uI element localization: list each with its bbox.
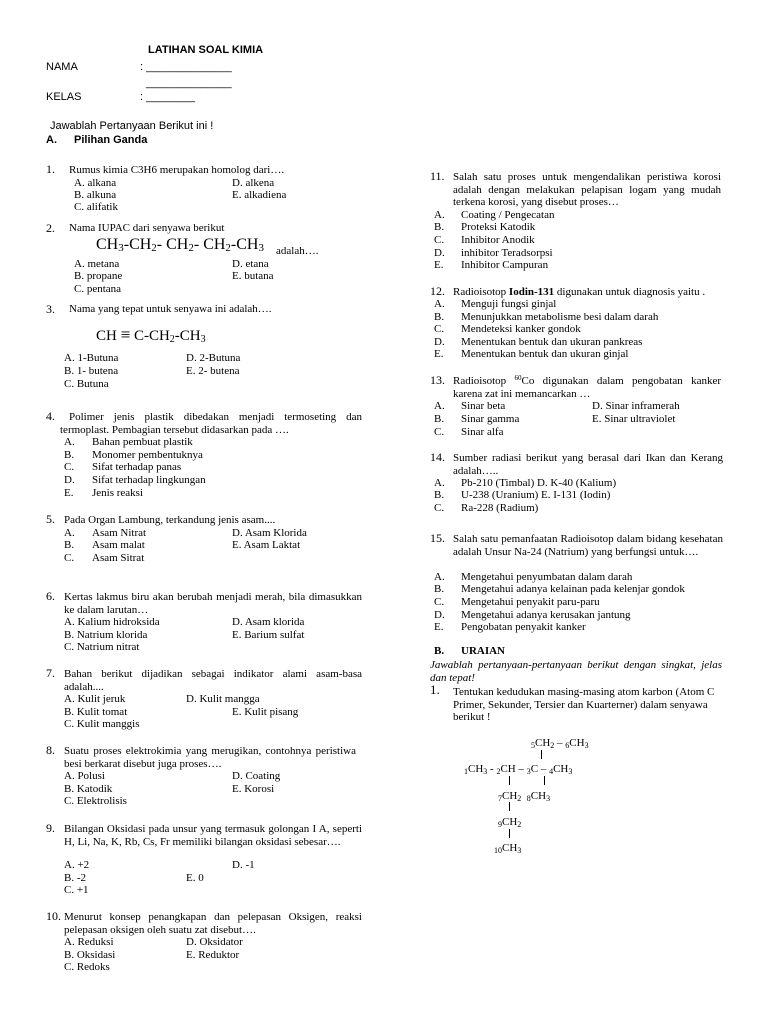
question-text: Radioisotop Iodin-131 digunakan untuk diagnosis yaitu .: [453, 286, 706, 298]
option-b[interactable]: Menunjukkan metabolisme besi dalam darah: [461, 311, 659, 323]
nama-field[interactable]: : ______________: [140, 61, 232, 73]
question-suffix: adalah….: [276, 245, 319, 257]
option-a[interactable]: Mengetahui penyumbatan dalam darah: [461, 571, 633, 583]
option-b[interactable]: B. propane: [74, 270, 123, 282]
option-a-letter: A.: [64, 436, 75, 448]
question-number: 13.: [430, 373, 445, 387]
option-d[interactable]: D. Oksidator: [186, 936, 243, 948]
question-text: Nama yang tepat untuk senyawa ini adalah….: [69, 303, 272, 315]
option-e-letter: E.: [434, 348, 444, 360]
option-e-letter: E.: [434, 259, 444, 271]
option-a[interactable]: Coating / Pengecatan: [461, 209, 555, 221]
option-a[interactable]: A. alkana: [74, 177, 117, 189]
option-c-letter: C.: [434, 502, 445, 514]
option-c[interactable]: C. Natrium nitrat: [64, 641, 140, 653]
option-b[interactable]: Monomer pembentuknya: [92, 449, 203, 461]
question-text: Salah satu pemanfaatan Radioisotop dalam bidang kesehatan adalah Unsur Na-24 (Natrium) yang berfungsi untuk….: [453, 533, 723, 558]
option-c-letter: C.: [64, 552, 75, 564]
option-d-letter: D.: [434, 247, 445, 259]
question-text: Polimer jenis plastik dibedakan menjadi termoseting dan termoplast. Pembagian tersebut didasarkan pada ….: [60, 411, 362, 436]
option-a-letter: A.: [434, 400, 445, 412]
option-a[interactable]: A. +2: [64, 859, 90, 871]
option-c[interactable]: Sifat terhadap panas: [92, 461, 182, 473]
nama-label: NAMA: [46, 61, 78, 73]
option-c[interactable]: Mendeteksi kanker gondok: [461, 323, 581, 335]
option-c-letter: C.: [434, 323, 445, 335]
question-number: 7.: [46, 666, 55, 680]
question-text: Nama IUPAC dari senyawa berikut: [69, 222, 225, 234]
option-b-letter: B.: [434, 489, 445, 501]
option-c[interactable]: Sinar alfa: [461, 426, 504, 438]
option-d[interactable]: D. Coating: [232, 770, 281, 782]
option-d[interactable]: D. Sinar inframerah: [592, 400, 680, 412]
option-a[interactable]: Bahan pembuat plastik: [92, 436, 193, 448]
question-text: Radioisotop $^{60}$Co digunakan dalam pengobatan kanker karena zat ini memancarkan …: [453, 374, 721, 400]
option-b[interactable]: Proteksi Katodik: [461, 221, 536, 233]
question-text: Rumus kimia C3H6 merupakan homolog dari….: [69, 164, 285, 176]
option-e[interactable]: Pengobatan penyakit kanker: [461, 621, 586, 633]
option-c-letter: C.: [64, 461, 75, 473]
option-c-letter: C.: [434, 426, 445, 438]
question-number: 4.: [46, 409, 55, 423]
option-d[interactable]: D. Asam klorida: [232, 616, 305, 628]
option-c[interactable]: C. pentana: [74, 283, 122, 295]
question-number: 12.: [430, 284, 445, 298]
question-number: 8.: [46, 743, 55, 757]
question-text: Bahan berikut dijadikan sebagai indikator alami asam-basa adalah....: [64, 668, 362, 693]
option-d[interactable]: D. -1: [232, 859, 255, 871]
option-e[interactable]: E. alkadiena: [232, 189, 287, 201]
question-text: Salah satu proses untuk mengendalikan peristiwa korosi adalah dengan melakukan pelapisan logam yang mudah terkena korosi, yang disebut proses…: [453, 171, 721, 209]
option-a[interactable]: A. metana: [74, 258, 120, 270]
page-title: LATIHAN SOAL KIMIA: [148, 44, 264, 56]
option-b-letter: B.: [434, 583, 445, 595]
option-a[interactable]: Asam Nitrat: [92, 527, 147, 539]
option-b-letter: B.: [434, 311, 445, 323]
question-number: 9.: [46, 821, 55, 835]
option-e[interactable]: E. Barium sulfat: [232, 629, 305, 641]
option-d[interactable]: inhibitor Teradsorpsi: [461, 247, 553, 259]
question-text: Suatu proses elektrokimia yang merugikan, contohnya peristiwa besi berkarat disebut juga proses….: [64, 745, 356, 770]
option-a-letter: A.: [434, 209, 445, 221]
option-c[interactable]: C. Elektrolisis: [64, 795, 127, 807]
option-e[interactable]: E. 0: [186, 872, 204, 884]
question-text: Menurut konsep penangkapan dan pelepasan Oksigen, reaksi pelepasan oksigen oleh suatu zat disebut….: [64, 911, 362, 936]
question-text: Sumber radiasi berikut yang berasal dari Ikan dan Kerang adalah…..: [453, 452, 723, 477]
option-e[interactable]: E. 2- butena: [186, 365, 240, 377]
option-a[interactable]: A. 1-Butuna: [64, 352, 119, 364]
question-number: 15.: [430, 531, 445, 545]
option-d[interactable]: D. alkena: [232, 177, 275, 189]
option-b[interactable]: Mengetahui adanya kelainan pada kelenjar gondok: [461, 583, 685, 595]
option-a[interactable]: A. Reduksi: [64, 936, 114, 948]
option-e[interactable]: Inhibitor Campuran: [461, 259, 549, 271]
chemical-formula: $CH_3-CH_2-$ $CH_2-$ $CH_2-CH_3$: [96, 236, 264, 254]
option-b[interactable]: Sinar gamma: [461, 413, 520, 425]
option-d[interactable]: D. 2-Butuna: [186, 352, 241, 364]
option-e[interactable]: E. Kulit pisang: [232, 706, 299, 718]
question-number: 10.: [46, 909, 61, 923]
option-e[interactable]: E. Sinar ultraviolet: [592, 413, 676, 425]
option-c[interactable]: Mengetahui penyakit paru-paru: [461, 596, 600, 608]
option-b[interactable]: B. Natrium klorida: [64, 629, 148, 641]
option-e[interactable]: E. Reduktor: [186, 949, 240, 961]
option-e[interactable]: Menentukan bentuk dan ukuran ginjal: [461, 348, 629, 360]
option-a[interactable]: Menguji fungsi ginjal: [461, 298, 557, 310]
question-number: 1.: [46, 162, 55, 176]
option-a-letter: A.: [434, 477, 445, 489]
section-b-letter: B.: [434, 645, 445, 657]
option-a-letter: A.: [434, 571, 445, 583]
question-number: 14.: [430, 450, 445, 464]
question-text: Kertas lakmus biru akan berubah menjadi merah, bila dimasukkan ke dalam larutan…: [64, 591, 362, 616]
option-c[interactable]: C. Butuna: [64, 378, 109, 390]
option-d[interactable]: D. etana: [232, 258, 269, 270]
option-a[interactable]: A. Kulit jeruk: [64, 693, 126, 705]
option-d[interactable]: Menentukan bentuk dan ukuran pankreas: [461, 336, 643, 348]
option-b[interactable]: B. Katodik: [64, 783, 113, 795]
option-a[interactable]: Sinar beta: [461, 400, 506, 412]
kelas-label: KELAS: [46, 91, 82, 103]
section-a-title: Pilihan Ganda: [74, 134, 148, 146]
option-b-letter: B.: [434, 221, 445, 233]
option-e[interactable]: Jenis reaksi: [92, 487, 144, 499]
question-text: Pada Organ Lambung, terkandung jenis asam....: [64, 514, 276, 526]
option-a-letter: A.: [434, 298, 445, 310]
section-b-title: URAIAN: [461, 645, 505, 657]
option-b[interactable]: Asam malat: [92, 539, 145, 551]
question-number: 5.: [46, 512, 55, 526]
isotope-name: Iodin-131: [508, 286, 555, 298]
option-b[interactable]: B. 1- butena: [64, 365, 119, 377]
question-number: 1.: [430, 682, 440, 697]
option-b[interactable]: B. alkuna: [74, 189, 117, 201]
option-a-letter: A.: [64, 527, 75, 539]
option-c[interactable]: C. Redoks: [64, 961, 110, 973]
kelas-field[interactable]: : ________: [140, 91, 196, 103]
option-e-letter: E.: [434, 621, 444, 633]
option-e[interactable]: E. Korosi: [232, 783, 275, 795]
question-number: 6.: [46, 589, 55, 603]
option-d[interactable]: D. Asam Klorida: [232, 527, 307, 539]
option-b[interactable]: U-238 (Uranium) E. I-131 (Iodin): [461, 489, 611, 501]
instruction: Jawablah Pertanyaan Berikut ini !: [50, 120, 214, 132]
option-b[interactable]: B. Kulit tomat: [64, 706, 128, 718]
option-a[interactable]: A. Polusi: [64, 770, 105, 782]
question-number: 2.: [46, 221, 55, 235]
option-d[interactable]: D. Kulit mangga: [186, 693, 260, 705]
option-d-letter: D.: [434, 609, 445, 621]
section-a-letter: A.: [46, 134, 57, 146]
option-c-letter: C.: [434, 596, 445, 608]
option-d[interactable]: Sifat terhadap lingkungan: [92, 474, 206, 486]
option-c[interactable]: Inhibitor Anodik: [461, 234, 535, 246]
question-text: Tentukan kedudukan masing-masing atom karbon (Atom C Primer, Sekunder, Tersier dan Kuarterner) dalam senyawa berikut !: [453, 686, 715, 724]
option-b[interactable]: B. -2: [64, 872, 86, 884]
option-c[interactable]: C. +1: [64, 884, 89, 896]
option-e-letter: E.: [64, 487, 74, 499]
mass-number: 60: [514, 374, 522, 382]
option-b[interactable]: B. Oksidasi: [64, 949, 116, 961]
option-c[interactable]: C. alifatik: [74, 201, 118, 213]
nama-field-line2[interactable]: ______________: [146, 77, 232, 89]
option-a[interactable]: A. Kalium hidroksida: [64, 616, 160, 628]
question-number: 3.: [46, 302, 55, 316]
option-d[interactable]: Mengetahui adanya kerusakan jantung: [461, 609, 631, 621]
option-e[interactable]: E. Asam Laktat: [232, 539, 301, 551]
option-c[interactable]: C. Kulit manggis: [64, 718, 140, 730]
option-c[interactable]: Asam Sitrat: [92, 552, 145, 564]
option-b-letter: B.: [64, 449, 75, 461]
option-d-letter: D.: [64, 474, 75, 486]
option-b-letter: B.: [434, 413, 445, 425]
question-number: 11.: [430, 169, 445, 183]
option-c-letter: C.: [434, 234, 445, 246]
option-d-letter: D.: [434, 336, 445, 348]
option-e[interactable]: E. butana: [232, 270, 274, 282]
option-b-letter: B.: [64, 539, 75, 551]
section-b-instruction: Jawablah pertanyaan-pertanyaan berikut dengan singkat, jelas dan tepat!: [430, 659, 722, 684]
option-c[interactable]: Ra-228 (Radium): [461, 502, 539, 514]
question-text: Bilangan Oksidasi pada unsur yang termasuk golongan I A, seperti H, Li, Na, K, Rb, Cs, Fr memiliki bilangan oksidasi sebesar….: [64, 823, 362, 848]
chemical-formula: CH ≡ $C-CH_2-CH_3$: [96, 325, 206, 345]
option-a[interactable]: Pb-210 (Timbal) D. K-40 (Kalium): [461, 477, 617, 489]
